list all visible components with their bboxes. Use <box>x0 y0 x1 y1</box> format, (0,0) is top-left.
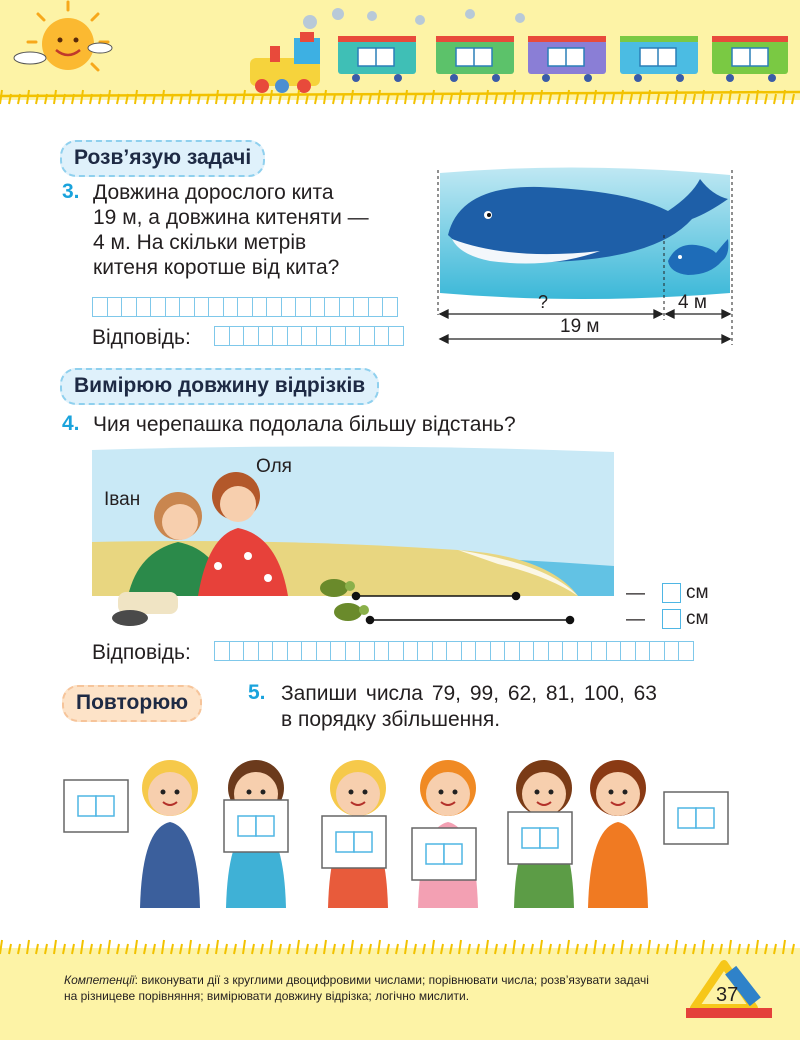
grid-cell[interactable] <box>490 641 506 661</box>
grid-cell[interactable] <box>359 326 375 346</box>
grid-cell[interactable] <box>136 297 152 317</box>
task3-answer-grid[interactable] <box>214 326 403 346</box>
grid-cell[interactable] <box>272 326 288 346</box>
grid-cell[interactable] <box>388 326 404 346</box>
segment2-length-box[interactable] <box>662 609 681 629</box>
grid-cell[interactable] <box>606 641 622 661</box>
grid-cell[interactable] <box>252 297 268 317</box>
task5-number: 5. <box>248 681 266 704</box>
grid-cell[interactable] <box>678 641 694 661</box>
boy-name-label: Іван <box>104 489 141 510</box>
grid-cell[interactable] <box>345 641 361 661</box>
competences-label: Компетенції <box>64 973 135 987</box>
grid-cell[interactable] <box>258 641 274 661</box>
number-card <box>412 828 476 880</box>
grid-cell[interactable] <box>417 641 433 661</box>
grid-cell[interactable] <box>548 641 564 661</box>
grid-cell[interactable] <box>504 641 520 661</box>
grid-cell[interactable] <box>208 297 224 317</box>
task3-line-3: 4 м. На скільки метрів <box>93 231 307 254</box>
segment1-dash: — <box>626 583 645 604</box>
segment1-length-box[interactable] <box>662 583 681 603</box>
grid-cell[interactable] <box>310 297 326 317</box>
segment2-dash: — <box>626 609 645 630</box>
grid-cell[interactable] <box>301 641 317 661</box>
beach-illustration <box>78 446 618 636</box>
grid-cell[interactable] <box>374 326 390 346</box>
grid-cell[interactable] <box>432 641 448 661</box>
grass-fringe <box>0 92 800 96</box>
grid-cell[interactable] <box>620 641 636 661</box>
grid-cell[interactable] <box>591 641 607 661</box>
grid-cell[interactable] <box>229 326 245 346</box>
train-wagons <box>338 36 788 82</box>
grid-cell[interactable] <box>301 326 317 346</box>
task3-work-grid[interactable] <box>92 297 397 317</box>
grid-cell[interactable] <box>382 297 398 317</box>
grid-cell[interactable] <box>330 641 346 661</box>
grid-cell[interactable] <box>577 641 593 661</box>
competences-body: : виконувати дії з круглими двоцифровими числами; порівнювати числа; розв’язувати задачі на різницеве порівняння; вимірювати довжину відрізка; логічно мислити. <box>64 973 649 1003</box>
grid-cell[interactable] <box>339 297 355 317</box>
children-illustration <box>60 748 750 918</box>
footer-grass-fringe <box>0 930 800 960</box>
grid-cell[interactable] <box>237 297 253 317</box>
task4-answer-grid[interactable] <box>214 641 693 661</box>
number-card <box>322 816 386 868</box>
grid-cell[interactable] <box>664 641 680 661</box>
grid-cell[interactable] <box>287 326 303 346</box>
grid-cell[interactable] <box>214 326 230 346</box>
grid-cell[interactable] <box>368 297 384 317</box>
grid-cell[interactable] <box>281 297 297 317</box>
grid-cell[interactable] <box>649 641 665 661</box>
diagram-total-label: 19 м <box>560 316 600 337</box>
grid-cell[interactable] <box>533 641 549 661</box>
task5-line-2: в порядку збільшення. <box>281 708 501 731</box>
grid-cell[interactable] <box>316 641 332 661</box>
number-card <box>508 812 572 864</box>
grid-cell[interactable] <box>374 641 390 661</box>
child-figure-icon <box>140 760 200 908</box>
task4-number: 4. <box>62 412 80 435</box>
competences-text <box>64 972 654 1004</box>
grid-cell[interactable] <box>562 641 578 661</box>
grid-cell[interactable] <box>353 297 369 317</box>
header-illustration <box>0 0 800 110</box>
locomotive-icon <box>250 32 320 93</box>
grid-cell[interactable] <box>295 297 311 317</box>
segment1-unit: см <box>686 582 709 603</box>
grid-cell[interactable] <box>121 297 137 317</box>
grid-cell[interactable] <box>324 297 340 317</box>
grid-cell[interactable] <box>194 297 210 317</box>
grid-cell[interactable] <box>287 641 303 661</box>
task4-answer-label: Відповідь: <box>92 641 191 664</box>
task3-number: 3. <box>62 180 80 203</box>
grid-cell[interactable] <box>403 641 419 661</box>
grid-cell[interactable] <box>519 641 535 661</box>
grid-cell[interactable] <box>475 641 491 661</box>
child-figure-icon <box>588 760 648 908</box>
grid-cell[interactable] <box>461 641 477 661</box>
task3-line-2: 19 м, а довжина китеняти — <box>93 206 369 229</box>
grid-cell[interactable] <box>223 297 239 317</box>
task3-answer-label: Відповідь: <box>92 326 191 349</box>
grid-cell[interactable] <box>258 326 274 346</box>
grid-cell[interactable] <box>316 326 332 346</box>
girl-name-label: Оля <box>256 456 292 477</box>
grid-cell[interactable] <box>107 297 123 317</box>
grid-cell[interactable] <box>243 641 259 661</box>
grid-cell[interactable] <box>229 641 245 661</box>
grid-cell[interactable] <box>266 297 282 317</box>
grid-cell[interactable] <box>214 641 230 661</box>
page-number: 37 <box>716 984 739 1006</box>
sun-icon <box>14 2 112 70</box>
number-card <box>64 780 128 832</box>
grid-cell[interactable] <box>446 641 462 661</box>
section-title-repeat: Повторюю <box>62 685 202 722</box>
section-title-measure: Вимірюю довжину відрізків <box>60 368 379 405</box>
task5-line-1: Запиши числа 79, 99, 62, 81, 100, 63 <box>281 682 657 705</box>
task3-line-1: Довжина дорослого кита <box>93 181 334 204</box>
diagram-unknown-label: ? <box>538 292 549 312</box>
grid-cell[interactable] <box>243 326 259 346</box>
grid-cell[interactable] <box>179 297 195 317</box>
grid-cell[interactable] <box>388 641 404 661</box>
grid-cell[interactable] <box>635 641 651 661</box>
number-card <box>664 792 728 844</box>
number-card <box>224 800 288 852</box>
grid-cell[interactable] <box>330 326 346 346</box>
segment2-unit: см <box>686 608 709 629</box>
turtle-icon <box>334 603 369 621</box>
grid-cell[interactable] <box>359 641 375 661</box>
grid-cell[interactable] <box>150 297 166 317</box>
grid-cell[interactable] <box>92 297 108 317</box>
section-title-solve: Розв’язую задачі <box>60 140 265 177</box>
grid-cell[interactable] <box>272 641 288 661</box>
diagram-small-label: 4 м <box>678 292 707 313</box>
task3-line-4: китеня коротше від кита? <box>93 256 340 279</box>
grid-cell[interactable] <box>345 326 361 346</box>
task4-question: Чия черепашка подолала більшу відстань? <box>93 413 516 436</box>
grid-cell[interactable] <box>165 297 181 317</box>
